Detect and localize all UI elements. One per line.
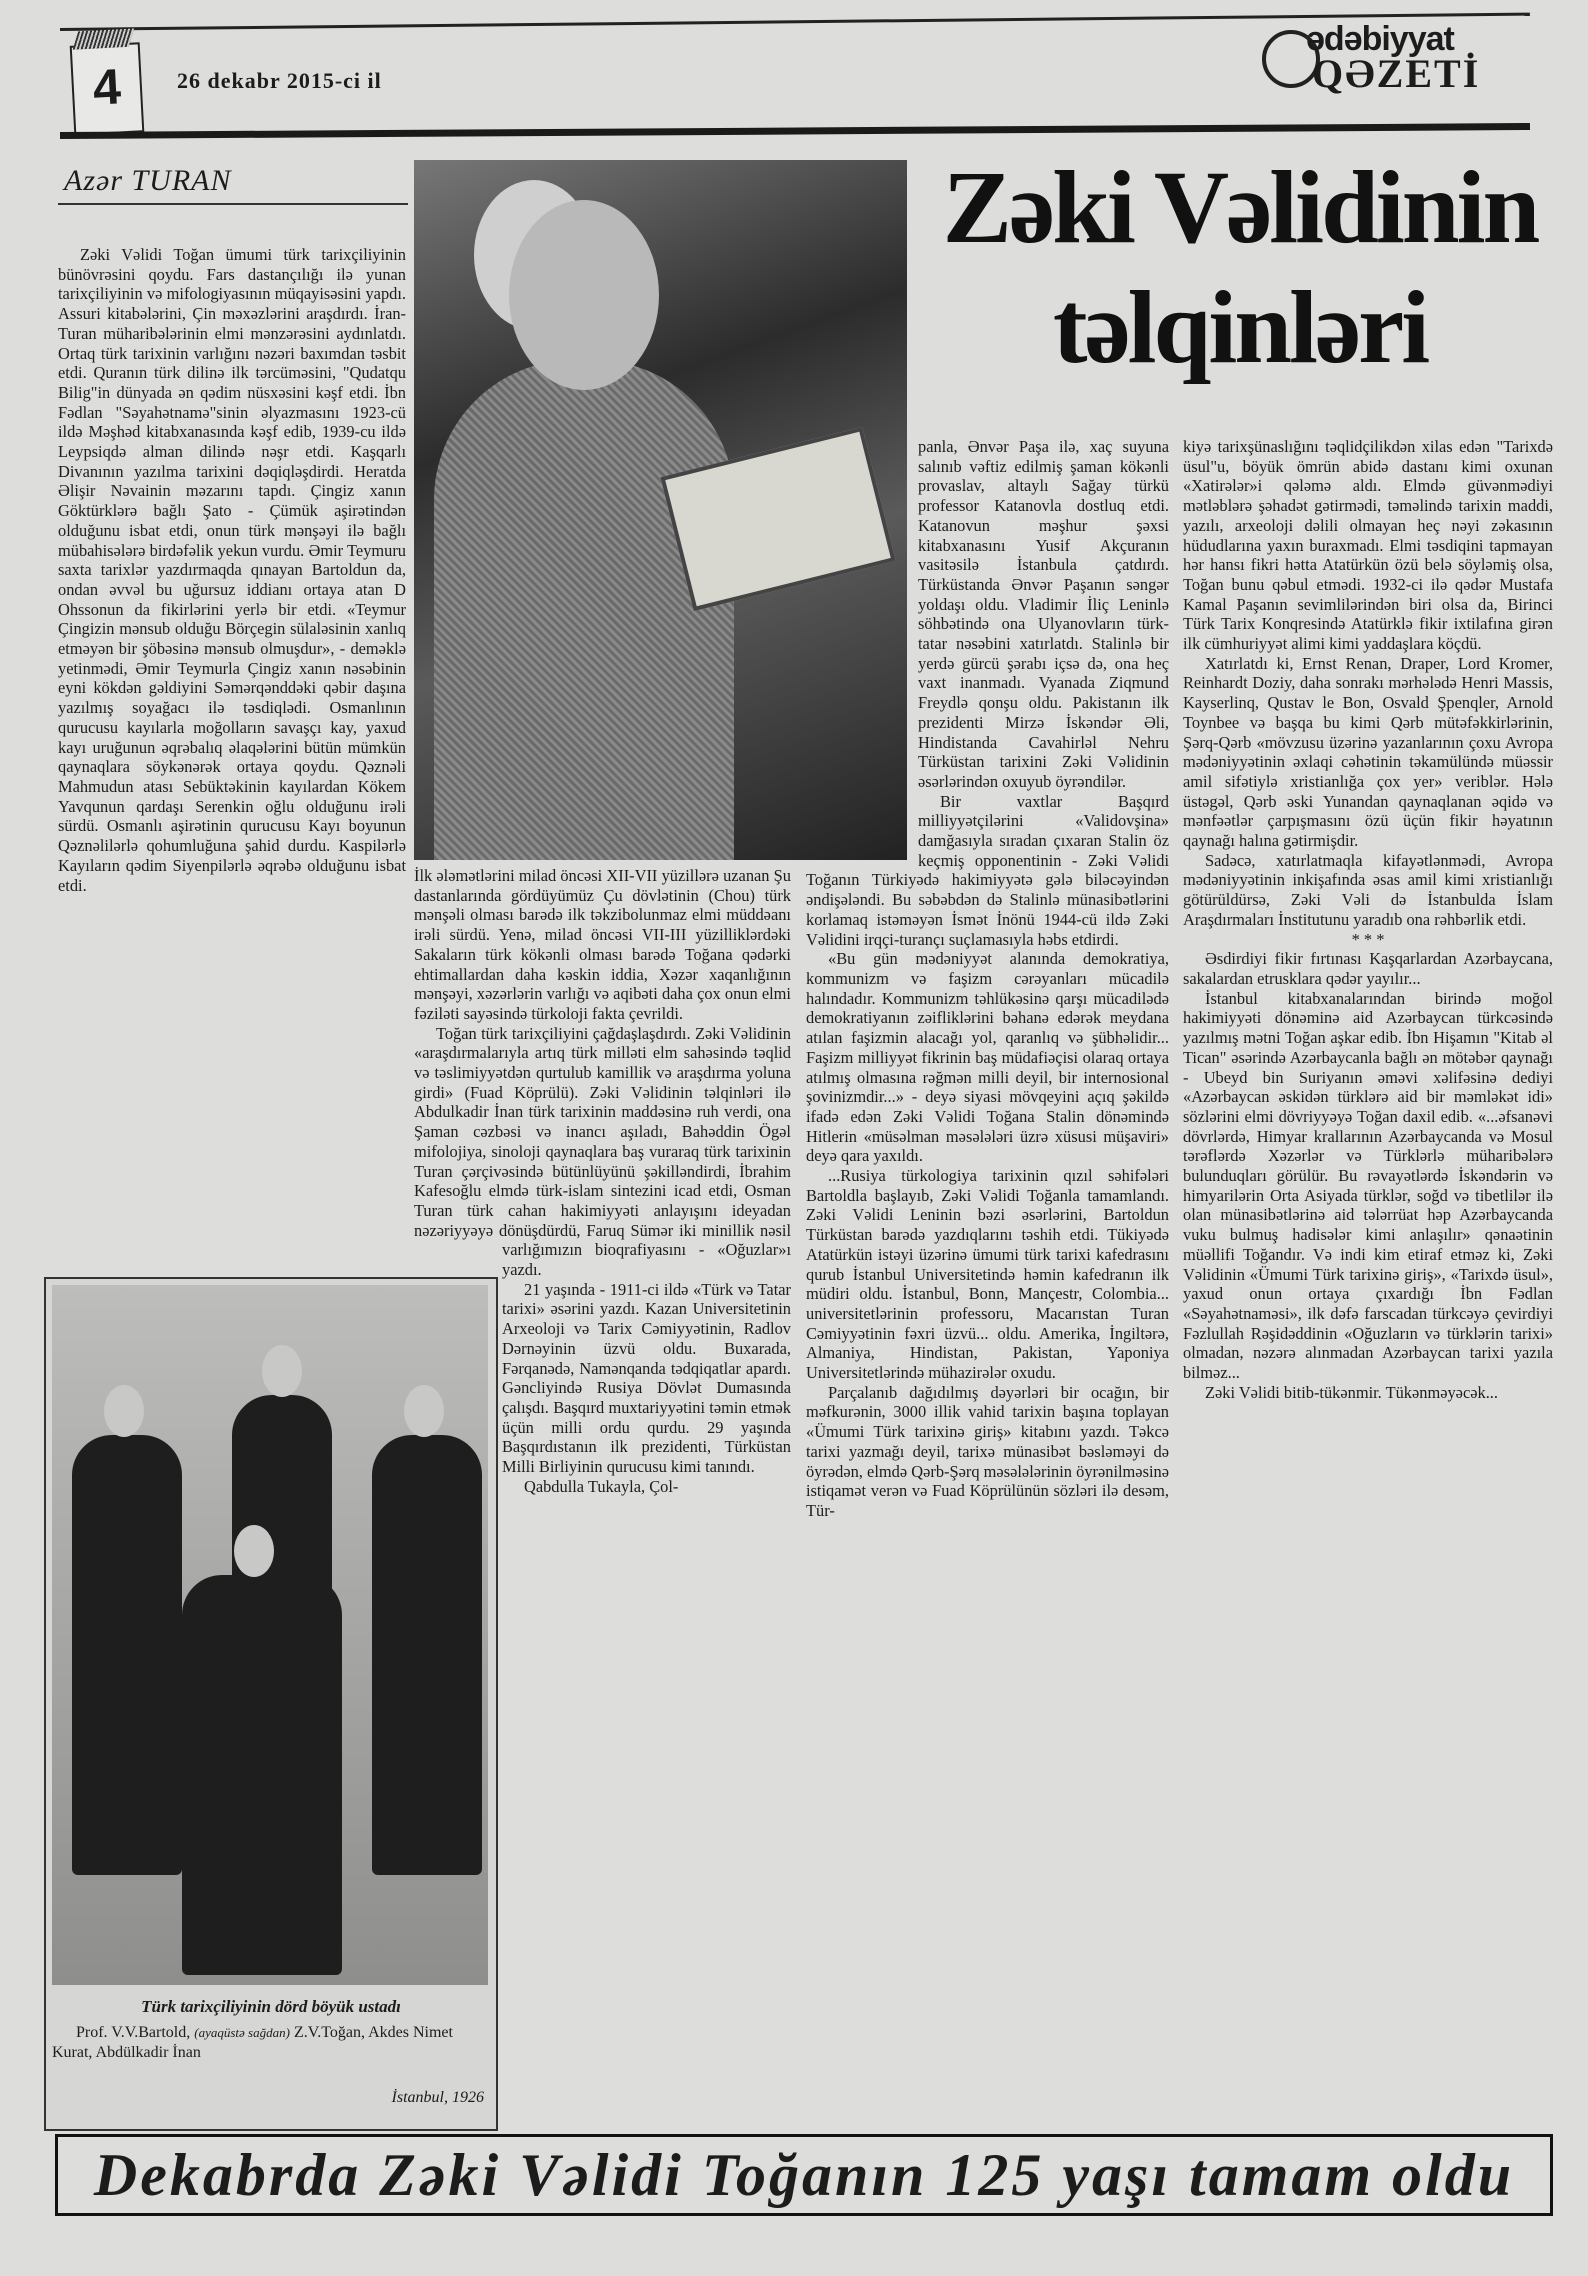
article-title (920, 148, 1560, 388)
column-1 (58, 245, 406, 1275)
paragraph: Sadəcə, xatırlatmaqla kifayətlənmədi, Avropa mədəniyyətinin inkişafında əsas amil kimi xristianlığı götürüldürsə, Zəki Vəli də İstanbulda İslam Araşdırmaları İnstitutunu yaradıb ona rəhbərlik etdi. (1183, 850, 1553, 929)
newspaper-logo (1262, 20, 1512, 96)
photo-caption-names (52, 2023, 490, 2063)
group-photo (52, 1285, 488, 1985)
coat (434, 360, 734, 860)
header-bottom-rule (60, 123, 1530, 139)
paragraph: «Bu gün mədəniyyət alanında demokratiya, kommunizm və faşizm cərəyanları mücadilə halındadır. Kommunizm təhlükəsinə qarşı mücadilədə demokratiyanın zəifliklərini bəhanə edərək meydana atılan faşizmin alacağı yol, qaranlıq və şübhəlidir... Faşizm milliyyət fikrinin baş müdafiəçisi olaraq ortaya atılmış olmasına rəğmən milli deyil, bir internosional şovinizmdir...» - deyə siyasi mövqeyini açıq şəkildə ifadə edən Zəki Vəlidi Toğana Stalin dönəmində Hitlerin «müsəlman məsələləri üzrə xüsusi müşaviri» deyə qara yaxıldı. (806, 949, 1169, 1166)
logo-line1: ədəbiyyat (1306, 20, 1454, 58)
paragraph: ...Rusiya türkologiya tarixinin qızıl səhifələri Bartoldla başlayıb, Zəki Vəlidi Toğanla tamamlandı. Zəki Vəlidi Leninin bəzi əsərlərini, Bartoldun Türküstan barədə yazdıqlarını təshih etdi. Tükiyədə Atatürkün istəyi üzərinə ümumi türk tarixi kafedrasını qurub İstanbul Universitetində həmin kafedranın ilk müdiri oldu. İstanbul, Bonn, Mançestr, Colombia... universitetlərinin professoru, Macarıstan Turan Cəmiyyətinin fəxri üzvü... oldu. Amerika, İngiltərə, Almaniya, Hindistan, Pakistan, Yaponiya Universitetlərində mühazirələr oxudu. (806, 1166, 1169, 1383)
issue-date: 26 dekabr 2015-ci il (177, 68, 382, 93)
paragraph: kiyə tarixşünaslığını təqlidçilikdən xilas edən "Tarixdə üsul"u, böyük ömrün abidə dastanı kimi oxunan «Xatirələr»i qələmə aldı. Elmdə güvənmədiyi mətləblərə şəhadət gətirmədi, təməlində tarixin maddi, yazılı, arxeoloji dəlili olmayan heç nəyi zəkasının hüdudlarına yaxın buraxmadı. Elmi təsdiqini tapmayan hər hansı fikri hətta Atatürkün özü belə söyləmiş olsa, Toğan bunu qəbul etmədi. 1932-ci ilə qədər Mustafa Kamal Paşanın sevimlilərindən biri olsa da, Birinci Türk Tarix Konqresində Atatürklə fikir ixtilafına girən ilk cümhuriyyət alimi kimi yaddaşlara köçdü. (1183, 437, 1553, 654)
title-line1: Zəki Vəlidinin (942, 150, 1538, 265)
paragraph: 21 yaşında - 1911-ci ildə «Türk və Tatar tarixi» əsərini yazdı. Kazan Universitetinin Arxeoloji və Tarix Cəmiyyətinin, Radlov Dərnəyinin üzvü oldu. Buxarada, Fərqanədə, Namənqanda tədqiqatlar apardı. Gəncliyində Rusiya Dövlət Dumasında çalışdı. Başqırd muxtariyyətini təmin etmək üçün milli ordu qurdu. 29 yaşında Başqırdıstanın ilk prezidenti, Türküstan Milli Birliyinin qurucusu kimi tanındı. (502, 1279, 791, 1477)
paragraph: Bir vaxtlar Başqırd milliyyətçilərini «Validovşina» damğasıyla sıradan çıxaran Stalin öz keçmiş opponentinin - Zəki Vəlidi Toğanın Türkiyədə hakimiyyətə gələ biləcəyindən əndişələndi. Bu səbəbdən də Stalinlə münasibətlərini korlamaq istəməyən İsmət İnönü 1944-cü ildə Zəki Vəlidini irqçi-turançı suçlamasıyla həbs etdirdi. (806, 791, 1169, 949)
paragraph: Zəki Vəlidi bitib-tükənmir. Tükənməyəcək... (1205, 1382, 1498, 1402)
paragraph: İlk ələmətlərini milad öncəsi XII-VII yüzillərə uzanan Şu dastanlarında gördüyümüz Çu dövlətinin (Chou) türk mənşəli olması barədə ilk təkzibolunmaz elmi müddəanı irəli sürdü. Yenə, milad öncəsi VII-III yüzilliklərdəki Sakaların türk kökənli olması barədə Toğana qədərki ehtimallardan daha kəskin iddia, Xəzər xaqanlığının mənşəyi, xəzərlərin varlığı və aqibəti daha çox onun elmi fəziləti sayəsində türkoloji fakta çevrildi. (414, 866, 791, 1023)
caption-names-2: Z.V.Toğan, Akdes Nimet Kurat, Abdülkadir İnan (52, 2024, 453, 2061)
caption-note: (ayaqüstə sağdan) (194, 2025, 290, 2040)
paragraph: Zəki Vəlidi Toğan ümumi türk tarixçiliyinin bünövrəsini qoydu. Fars dastançılığı ilə yunan tarixçiliyinin və mifologiyasının müqayisəsini yapdı. Assuri kitabələrini, Çin məxəzlərini araşdırdı. İran-Turan müharibələrinin elmi mənzərəsini aydınlatdı. Ortaq türk tarixinin varlığını nəzəri baxımdan təsbit etdi. Quranın türk dilinə ilk tərcüməsini, "Qudatqu Bilig"in dünyada ən qədim nüsxəsini kəşf etdi. İbn Fədlan "Səyahətnamə"sinin əlyazmasını 1923-cü ildə Məşhəd kitabxanasında kəşf edib, 1939-cu ildə Leypsiqdə alman dilində nəşr etdi. Kaşqarlı Divanının yazılma tarixini dəqiqləşdirdi. Heratda Əlişir Nəvainin məzarını tapdı. Çingiz xanın Göktürklərə bağlı Şato - Çümük aşirətindən olduğunu isbat etdi, onun türk mənşəyi ilə bağlı mübahisələrə birdəfəlik yekun vurdu. Əmir Teymuru saxta tarixlər yazdırmaqda qınayan Bartoldun da, ondan əvvəl bu uğursuz iddianı ortaya atan D Ohssonun da fikirlərini yerlə bir etdi. «Teymur Çingizin mənsub olduğu Börçegin sülaləsinin xanlıq etməyən bir şöbəsinə mənsub olmuşdur», - deməklə yetinmədi, Əmir Teymurla Çingiz xanın nəsəbinin eyni kökdən gəldiyini Səmərqənddəki qəbir daşına yazılmış soyağacı ilə təsdiqlədi. Osmanlının qurucusu kayılarla moğolların savaşçı kay, yaxud kayı uruğunun əqrəbalıq əlaqələrini bütün mümkün qaynaqlara söykənərək ortaya qoydu. Qəznəli Mahmudun atası Sebüktəkinin kayılardan Kökem Yavqunun qardaşı Serenkin oğlu olduğunu irəli sürdü. Osmanlı aşirətinin qurucusu Kayı boyunun Qəznəlilərlə qohumluğuna şahid durdu. Kaspilərlə Kayıların qədim Siyenpilərlə əqrəbə olduğunu isbat etdi. (58, 245, 406, 895)
section-separator: * * * (1351, 929, 1385, 949)
paragraph: Qabdulla Tukayla, Çol- (524, 1476, 679, 1496)
banner-text: Dekabrda Zəki Vəlidi Toğanın 125 yaşı tamam oldu (93, 2142, 1515, 2208)
paragraph: Toğan türk tarixçiliyini çağdaşlaşdırdı. Zəki Vəlidinin «araşdırmalarıyla artıq türk milləti elm sahəsində təqlid və təslimiyyətdən qurtulub kamillik və araşdırma yoluna girdi» (Fuad Köprülü). Zəki Vəlidinin təlqinləri ilə Abdulkadir İnan türk tarixinin maddəsinə ruh verdi, ona Şaman cəzbəsi və inancı aşıladı, Bahəddin Ögəl mifolojiya, sinoloji qaynaqlara baş vuraraq türk tarixinin Turan çərçivəsində bütünlüyünü şəkilləndirdi, İbrahim Kafesoğlu elmdə türk-islam sintezini icad etdi, Osman Turan türk cahan hakimiyyəti anlayışını ideyadan nəzəriyyəyə dönüşdürdü, Faruq Sümər iki minillik nəsil varlığımızın bioqrafiyasını - «Oğuzlar»ı yazdı. (414, 1023, 791, 1280)
byline-rule (58, 203, 408, 205)
photo-four-masters (44, 1277, 498, 2131)
paragraph: Parçalanıb dağıdılmış dəyərləri bir ocağın, bir məfkurənin, 3000 illik vahid tarixin başına toplayan «Ümumi Türk tarixinə giriş» kitabını yazdı. Təkcə tarixi yazmağı deyil, tarixə münasibət bəsləməyi də öyrədən, elmdə Qərb-Şərq məsələlərinin öyrənilməsinə istiqamət verən və Fuad Köprülünün sözləri ilə desəm, Tür- (806, 1382, 1169, 1520)
photo-caption-place-date: İstanbul, 1926 (391, 2089, 484, 2106)
paragraph: panla, Ənvər Paşa ilə, xaç suyuna salınıb vəftiz edilmiş şaman kökənli provaslav, altaylı Sağay türkü professor Katanovla dostluq etdi. Katanovun məşhur şəxsi kitabxanasını Yusif Akçuranın vasitəsilə İstanbula çatdırdı. Türküstanda Ənvər Paşanın səngər yoldaşı oldu. Vladimir İliç Leninlə söhbətində ona Ulyanovların türk-tatar nəsəbini xatırlatdı. Stalinlə bir yerdə gürcü şərabı içsə də, ona heç vaxt inanmadı. Vyanada Ziqmund Freydlə qonşu oldu. Pakistanın ilk prezidenti Mirzə İskəndər Əli, Hindistanda Cavahirləl Nehru Türküstan tarixini Zəki Vəlidinin əsərlərindən oxuyub öyrəndilər. (918, 437, 1169, 791)
column-4 (1183, 437, 1553, 2127)
photo-caption-title: Türk tarixçiliyinin dörd böyük ustadı (141, 1997, 401, 2016)
title-line2: təlqinləri (1052, 270, 1428, 385)
logo-line2: QƏZETİ (1312, 51, 1481, 96)
author-byline: Azər TURAN (64, 164, 232, 197)
paragraph: İstanbul kitabxanalarından birində moğol hakimiyyəti dönəminə aid Azərbaycan türkcəsində yazılmış mətni Toğan aşkar edib. İbn Hişamın "Kitab əl Tican" əsərində Azərbaycanla bağlı ən mötəbər qaynağı - Ubeyd bin Suriyanın əməvi xəlifəsinə dediyi «Azərbaycan əskidən türklərə aid bir məmləkət idi» sözlərini elmi dövriyyəyə Toğan daxil edib. «...əfsanəvi dövrlərdə, Himyar krallarının Azərbaycanda və Mosul tərəflərdə Xəzərlər və Türklərlə müharibələrə bulunduqları görülür. Bu rəvayətlərdə İskəndərin və himyarilərin Orta Asiyada türklər, soğd və tibetlilər ilə olan münasibətlərinə aid tələrrüat həp Azərbaycanda vuku bulmuş hadisələr kimi anlaşılır» qənaətinin müəllifi Toğandır. Və indi kim etiraf etməz ki, Zəki Vəlidinin «Ümumi Türk tarixinə giriş», «Tarixdə üsul», yaxud onun ortaya çıxardığı İbn Fədlan «Səyahətnaməsi», ilk dəfə farscadan türkcəyə çevirdiyi Fəzlullah Rəşidəddinin «Oğuzların və türklərin tarixi» olmadan, nəzərə alınmadan Azərbaycan tarixi yazıla bilməz... (1183, 988, 1553, 1383)
head (509, 200, 659, 390)
paragraph: Xatırlatdı ki, Ernst Renan, Draper, Lord Kromer, Reinhardt Doziy, daha sonrakı mərhələdə Henri Massis, Kayserlinq, Qustav le Bon, Osvald Şpenqler, Arnold Toynbee və başqa bu kimi Qərb mütəfəkkirlərinin, Şərq-Qərb «mövzusu üzərinə yazanlarının çoxu Avropa mədəniyyətinin əxlaqi cəhətinin təkamülündə müəssir amil sifətiylə xristianlığa çox yer» veriblər. Hələ üstəgəl, Qərb əski Yunandan qaynaqlanan əqidə və mənfəətlər çarpışmasını özü üçün fikir həyatının qaynağı halına gətirmişdir. (1183, 653, 1553, 851)
caption-names-1: Prof. V.V.Bartold, (76, 2024, 191, 2041)
anniversary-banner (55, 2134, 1553, 2216)
page-number: 4 (91, 58, 123, 116)
page-number-book-icon (70, 42, 145, 136)
paragraph: Əsdirdiyi fikir fırtınası Kaşqarlardan Azərbaycana, sakalardan etrusklara qədər yayılır... (1183, 949, 1553, 988)
column-3 (806, 437, 1169, 2127)
